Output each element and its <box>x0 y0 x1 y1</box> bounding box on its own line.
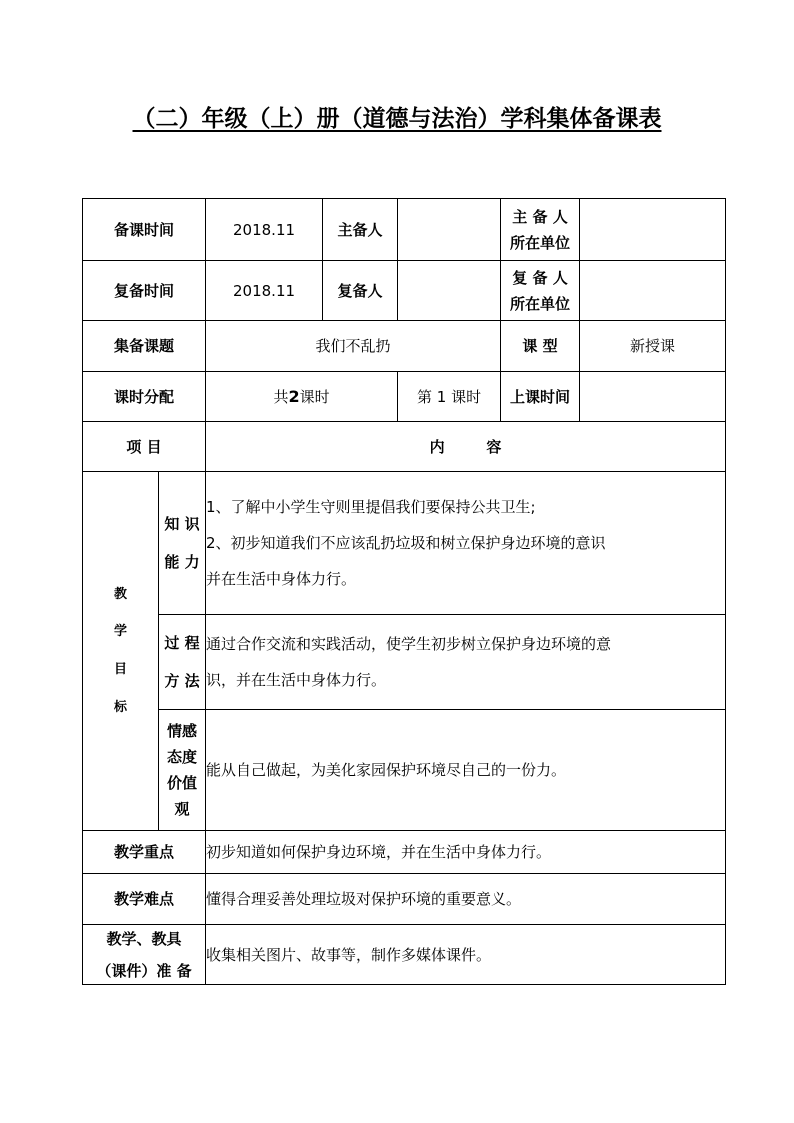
emotion-row <box>83 710 726 831</box>
emotion-content: 能从自己做起，为美化家园保护环境尽自己的一份力。 <box>206 710 726 831</box>
total-hours: 共2课时 <box>206 372 398 422</box>
difficulties-label: 教学难点 <box>83 874 206 925</box>
review-time-row <box>83 261 726 321</box>
knowledge-content: 1、了解中小学生守则里提倡我们要保持公共卫生; 2、初步知道我们不应该乱扔垃圾和树立保护身边环境的意识 并在生活中身体力行。 <box>206 472 726 615</box>
topic-row <box>83 321 726 372</box>
lesson-plan-table <box>82 198 726 985</box>
emotion-label: 情感 态度 价值 观 <box>159 710 206 831</box>
process-row <box>83 615 726 710</box>
page-title: （二）年级（上）册（道德与法治）学科集体备课表 <box>132 106 662 132</box>
header-row <box>83 422 726 472</box>
review-time-label: 复备时间 <box>83 261 206 321</box>
lesson-type-label: 课 型 <box>501 321 580 372</box>
difficulties-row <box>83 874 726 925</box>
lesson-type-value: 新授课 <box>580 321 726 372</box>
key-points-row <box>83 831 726 874</box>
materials-row <box>83 925 726 985</box>
reviewer-unit-value <box>580 261 726 321</box>
hours-row <box>83 372 726 422</box>
process-label: 过 程 方 法 <box>159 615 206 710</box>
class-time-value <box>580 372 726 422</box>
lead-preparer-label: 主备人 <box>323 199 398 261</box>
knowledge-label: 知 识 能 力 <box>159 472 206 615</box>
reviewer-unit-label: 复 备 人 所在单位 <box>501 261 580 321</box>
process-content: 通过合作交流和实践活动，使学生初步树立保护身边环境的意 识，并在生活中身体力行。 <box>206 615 726 710</box>
reviewer-value <box>398 261 501 321</box>
item-header: 项 目 <box>83 422 206 472</box>
objectives-label: 教 学 目 标 <box>83 472 159 831</box>
prep-time-value: 2018.11 <box>206 199 323 261</box>
knowledge-row <box>83 472 726 615</box>
key-points-label: 教学重点 <box>83 831 206 874</box>
current-hour: 第 1 课时 <box>398 372 501 422</box>
prep-time-label: 备课时间 <box>83 199 206 261</box>
key-points-value: 初步知道如何保护身边环境，并在生活中身体力行。 <box>206 831 726 874</box>
hours-label: 课时分配 <box>83 372 206 422</box>
content-header: 内 容 <box>206 422 726 472</box>
lead-unit-value <box>580 199 726 261</box>
reviewer-label: 复备人 <box>323 261 398 321</box>
lead-unit-label: 主 备 人 所在单位 <box>501 199 580 261</box>
lead-preparer-value <box>398 199 501 261</box>
topic-value: 我们不乱扔 <box>206 321 501 372</box>
materials-label: 教学、教具 （课件）准 备 <box>83 925 206 985</box>
difficulties-value: 懂得合理妥善处理垃圾对保护环境的重要意义。 <box>206 874 726 925</box>
topic-label: 集备课题 <box>83 321 206 372</box>
prep-time-row <box>83 199 726 261</box>
materials-value: 收集相关图片、故事等，制作多媒体课件。 <box>206 925 726 985</box>
review-time-value: 2018.11 <box>206 261 323 321</box>
class-time-label: 上课时间 <box>501 372 580 422</box>
